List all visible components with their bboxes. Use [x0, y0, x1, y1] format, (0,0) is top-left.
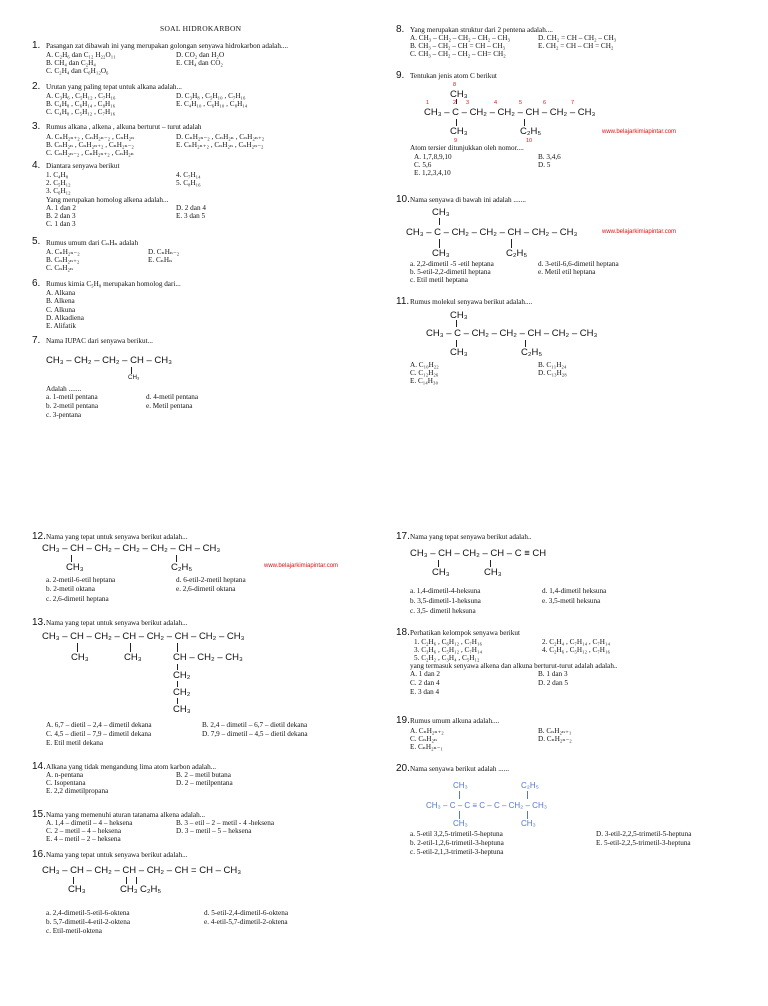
option-c: c. 5-etil-2,1,3-trimetil-3-heptuna	[410, 848, 504, 856]
option-b: B. CₙH₂ₙ₊₁	[538, 727, 572, 735]
watermark-text: www.belajarkimiapintar.com	[602, 229, 677, 235]
option-b: B. C₄H₈ , C₆H₁₄ , C₈H₁₆	[46, 100, 116, 108]
structure-top: CH₃	[432, 207, 450, 218]
option-b: B. CₙH₂ₙ , CₙH₂ₙ₊₂ , CₙH₂ₙ₋₂	[46, 141, 134, 149]
option-c: C. 1 dan 3	[46, 220, 76, 228]
option-b: B. 3 – etil – 2 – metil - 4 -heksena	[176, 819, 275, 827]
option-e: E. 1,2,3,4,10	[414, 169, 451, 177]
option-a: A. CₙH₂ₙ₊₂	[410, 727, 444, 735]
question-number: 6.	[32, 278, 41, 289]
bond-line	[131, 367, 132, 374]
bond-line	[456, 119, 457, 126]
bond-line	[490, 560, 491, 567]
structure-top: CH₃	[453, 781, 468, 790]
question-text: Perhatikan kelompok senyawa berikut	[410, 629, 520, 637]
option-e: e. 3,5-metil heksuna	[542, 597, 601, 605]
structure-branch: C₂H₅	[520, 126, 542, 137]
option-c: C. CₙH₂ₙ	[410, 735, 438, 743]
option-d: D. Alkadiena	[46, 314, 84, 322]
bond-line	[456, 320, 457, 327]
compound-3: 3. C₆H₁₂	[46, 187, 71, 195]
watermark-text: www.belajarkimiapintar.com	[264, 563, 339, 569]
structure-chain: CH₃ – CH – CH₂ – CH – C ≡ CH	[410, 548, 547, 559]
question-text: Diantara senyawa berikut	[46, 162, 120, 170]
option-a: A. 1,4 – dimetil – 4 – heksena	[46, 819, 133, 827]
atom-number: 5	[519, 100, 523, 106]
question-number: 17.	[396, 531, 410, 542]
option-a: a. 2-metil-6-etil heptana	[46, 576, 116, 584]
question-number: 11.	[396, 296, 410, 307]
structure-branch: CH₃	[450, 126, 468, 137]
option-d: d. 3-etil-6,6-dimetil heptana	[538, 260, 619, 268]
structure-branch: CH₃	[173, 704, 191, 715]
structure-branch: CH₃	[432, 567, 450, 578]
option-b: B. CH₄ dan C₂H₄	[46, 59, 96, 67]
option-d: D. C₁₃H₂₈	[538, 369, 567, 377]
question-number: 19.	[396, 715, 410, 726]
option-c: c. 2,6-dimetil heptana	[46, 595, 109, 603]
compound-5: 5. C₈H₁₆	[176, 179, 201, 187]
bond-line	[459, 811, 460, 819]
option-e: E. 2,2 dimetilpropana	[46, 787, 109, 795]
option-b: B. CH₃ – CH₂ – CH = CH – CH₃	[410, 42, 506, 50]
atom-number: 1	[426, 100, 430, 106]
option-d: D. 3 – metil – 5 – heksena	[176, 827, 252, 835]
structure-branch: C₂H₅	[140, 884, 162, 895]
structure-chain: CH₃ – CH₂ – CH₂ – CH – CH₃	[46, 355, 172, 366]
bond-line	[511, 239, 512, 248]
structure-branch: CH₂	[173, 670, 191, 681]
option-e: E. CH₂ = CH – CH = CH₂	[538, 42, 614, 50]
structure-branch: CH₃	[453, 819, 468, 828]
sub-question: yang termasuk senyawa alkena dan alkuna berturut-turut adalah adalah..	[410, 662, 618, 670]
option-a: a. 1-metil pentana	[46, 393, 98, 401]
question-number: 16.	[32, 849, 46, 860]
option-d: d. 5-etil-2,4-dimetil-6-oktena	[204, 909, 289, 917]
option-d: D. 2 dan 4	[176, 204, 206, 212]
option-e: e. Metil pentana	[146, 402, 193, 410]
option-c: C. 5,6	[414, 161, 432, 169]
question-number: 1.	[32, 40, 41, 51]
option-a: a. 2,2-dimetil -5 -etil heptana	[410, 260, 494, 268]
structure-top: CH₃	[450, 310, 468, 321]
option-d: D. 5	[538, 161, 551, 169]
question-text: Pasangan zat dibawah ini yang merupakan golongan senyawa hidrokarbon adalah....	[46, 42, 289, 50]
option-d: D. 2 – metilpentana	[176, 779, 233, 787]
option-e: e. 4-etil-5,7-dimetil-2-oktena	[204, 918, 288, 926]
option-a: A. n-pentana	[46, 771, 84, 779]
atom-number: 4	[494, 100, 498, 106]
question-number: 12.	[32, 531, 46, 542]
option-b: B. Alkena	[46, 297, 75, 305]
compound-3: 3. C₃H₆ , C₅H₁₂ , C₇H₁₄	[414, 646, 482, 654]
question-text: Rumus alkana , alkena , alkuna berturut – turut adalah	[46, 123, 202, 131]
option-c: C. C₄H₈ , C₅H₁₂ , C₇H₁₆	[46, 108, 116, 116]
structure-chain: CH₃ – C – CH₂ – CH₂ – CH – CH₂ – CH₃	[426, 328, 598, 339]
option-d: D. CₙH₂ₙ₋₂ , CₙH₂ₙ , CₙH₂ₙ₊₂	[176, 133, 265, 141]
watermark-text: www.belajarkimiapintar.com	[602, 129, 677, 135]
bond-line	[136, 877, 137, 884]
question-number: 3.	[32, 121, 41, 132]
option-a: A. CₙH₂ₙ₊₂ , CₙH₂ₙ₋₂ , CₙH₂ₙ	[46, 133, 135, 141]
compound-2: 2. C₅H₁₂	[46, 179, 71, 187]
option-a: a. 1,4-dimetil-4-heksuna	[410, 587, 481, 595]
option-c: C. 4,5 – dietil – 7,9 – dimetil dekana	[46, 730, 152, 738]
option-c: C. CₙH₂ₙ	[46, 264, 74, 272]
option-b: B. 1 dan 3	[538, 670, 568, 678]
option-d: d. 4-metil pentana	[146, 393, 199, 401]
option-a: A. C₁₀H₂₂	[410, 361, 439, 369]
question-text: Urutan yang paling tepat untuk alkana adalah...	[46, 83, 182, 91]
structure-branch: C₂H₅	[171, 562, 193, 573]
question-text: Rumus kimia C₅H₈ merupakan homolog dari...	[46, 280, 181, 288]
option-d: D. CₙH₂ₙ₋₂	[538, 735, 572, 743]
question-number: 7.	[32, 335, 41, 346]
option-b: B. C₁₁H₂₄	[538, 361, 567, 369]
structure-branch: CH₃	[71, 652, 89, 663]
compound-5: 5. C₂H₂ , C₃H₄ , C₅H₁₂	[414, 654, 480, 662]
bond-line	[77, 643, 78, 652]
question-number: 18.	[396, 627, 410, 638]
question-number: 5.	[32, 236, 41, 247]
question-text: Nama yang tepat senyawa berikut adalah..	[410, 533, 532, 541]
bond-line	[130, 643, 131, 652]
option-a: A. 1,7,8,9,10	[414, 153, 452, 161]
option-d: D. 7,9 – dimetil – 4,5 – dietil dekana	[202, 730, 308, 738]
question-text: Nama yang tepat untuk senyawa berikut adalah...	[46, 851, 188, 859]
option-b: B. CₙH₂ₙ₊₂	[46, 256, 80, 264]
bond-line	[524, 119, 525, 126]
atom-number: 6	[543, 100, 547, 106]
bond-line	[456, 340, 457, 347]
option-a: A. CH₃ – CH₂ – CH₂ – CH₂ – CH₃	[410, 34, 510, 42]
option-a: A. C₂H₆ dan C₁₂ H₂₂O₁₁	[46, 51, 116, 59]
structure-branch: CH₃	[124, 652, 142, 663]
structure-branch: CH – CH₂ – CH₃	[173, 652, 243, 663]
compound-1: 1. C₄H₈	[46, 171, 69, 179]
bond-line	[439, 218, 440, 225]
option-d: D. 3-etil-2,2,5-trimetil-5-heptuna	[596, 830, 692, 838]
compound-4: 4. C₂H₆ , C₅H₁₂ , C₇H₁₆	[542, 646, 610, 654]
atom-number: 3	[466, 100, 470, 106]
option-c: c. 3,5- dimetil heksuna	[410, 607, 476, 615]
option-b: b. 3,5-dimetil-1-heksuna	[410, 597, 481, 605]
option-b: B. 2 – metil butana	[176, 771, 231, 779]
bond-line	[126, 877, 127, 884]
bond-line	[459, 791, 460, 799]
option-c: C. CₙH₂ₙ₋₂ , CₙH₂ₙ₊₂ , CₙH₂ₙ	[46, 149, 134, 157]
structure-chain: CH₃ – C – C ≡ C – C – CH₂ – CH₃	[426, 801, 547, 810]
structure-chain: CH₃ – CH – CH₂ – CH – CH₂ – CH – CH₂ – CH₃	[42, 631, 245, 642]
structure-branch: CH₂	[173, 687, 191, 698]
structure-branch: CH₃	[432, 248, 450, 259]
option-a: A. 6,7 – dietil – 2,4 – dimetil dekana	[46, 721, 152, 729]
sub-question: Yang merupakan homolog alkena adalah...	[46, 196, 169, 204]
question-text: Tentukan jenis atom C berikut	[410, 72, 497, 80]
option-e: E. CₙH₂ₙ₊₂ , CₙH₂ₙ , CₙH₂ₙ₋₂	[176, 141, 264, 149]
structure-branch: C₂H₅	[506, 248, 528, 259]
bond-line	[527, 811, 528, 819]
option-a: A. 1 dan 2	[410, 670, 440, 678]
option-e: e. Metil etil heptana	[538, 268, 596, 276]
structure-chain: CH₃ – C – CH₂ – CH₂ – CH – CH₂ – CH₃	[406, 227, 578, 238]
question-number: 10.	[396, 194, 410, 205]
option-e: E. 4 – metil – 2 – heksena	[46, 835, 121, 843]
question-text: Rumus umum alkuna adalah....	[410, 717, 500, 725]
option-d: d. 6-etil-2-metil heptana	[176, 576, 246, 584]
option-d: D. C₃H₈ , C₅H₁₀ , C₇H₁₆	[176, 92, 246, 100]
bond-line	[176, 555, 177, 562]
option-b: b. 2-metil pentana	[46, 402, 99, 410]
question-text: Nama senyawa berikut adalah ......	[410, 765, 509, 773]
option-e: E. C₄H₁₀ , C₆H₁₀ , C₈H₁₄	[176, 100, 248, 108]
structure-chain: CH₃ – C – CH₂ – CH₂ – CH – CH₂ – CH₃	[424, 107, 596, 118]
bond-line	[71, 555, 72, 562]
option-d: d. 1,4-dimetil heksuna	[542, 587, 607, 595]
option-e: E. 3 dan 4	[410, 688, 440, 696]
question-text: Nama yang tepat untuk senyawa berikut adalah...	[46, 533, 188, 541]
atom-number: 8	[453, 82, 457, 88]
question-text: Yang merupakan struktur dari 2 pentena adalah....	[410, 26, 553, 34]
option-c: C. C₁₂H₂₆	[410, 369, 439, 377]
question-text: Rumus molekul senyawa berikut adalah....	[410, 298, 533, 306]
atom-number: 7	[571, 100, 575, 106]
bond-line	[527, 791, 528, 799]
question-text: Alkana yang tidak mengandung lima atom karbon adalah...	[46, 763, 217, 771]
structure-chain: CH₃ – CH – CH₂ – CH₂ – CH₂ – CH – CH₃	[42, 543, 221, 554]
bond-line	[177, 643, 178, 652]
option-a: A. Alkana	[46, 289, 76, 297]
question-number: 2.	[32, 81, 41, 92]
answer-lead: Adalah .......	[46, 385, 82, 393]
question-text: Rumus umum dari CₙHₙ adalah	[46, 239, 139, 247]
option-a: A. 1 dan 2	[46, 204, 76, 212]
option-c: C. 2 dan 4	[410, 679, 440, 687]
bond-line	[439, 239, 440, 248]
option-e: E. 5-etil-2,2,5-trimetil-3-heptuna	[596, 839, 691, 847]
atom-number: 9	[454, 138, 458, 144]
option-e: E. CₙHₙ	[148, 256, 173, 264]
option-b: B. 2,4 – dimetil – 6,7 – dietil dekana	[202, 721, 308, 729]
question-number: 4.	[32, 160, 41, 171]
option-d: D. 2 dan 5	[538, 679, 568, 687]
question-text: Nama yang memenuhi aturan tatanama alkena adalah...	[46, 811, 206, 819]
option-b: b. 2-etil-1,2,6-trimetil-3-heptuna	[410, 839, 504, 847]
question-text: Nama IUPAC dari senyawa berikut...	[46, 337, 153, 345]
option-d: D. CH₂ = CH – CH₂ – CH₃	[538, 34, 617, 42]
bond-line	[73, 877, 74, 884]
question-number: 14.	[32, 761, 46, 772]
option-e: E. Alifatik	[46, 322, 76, 330]
option-a: A. C₃H₆ , C₅H₁₂ , C₇H₁₆	[46, 92, 116, 100]
question-number: 8.	[396, 24, 405, 35]
option-c: C. Isopentana	[46, 779, 86, 787]
bond-line	[438, 560, 439, 567]
option-e: E. CₙH₂ₙ₋₁	[410, 743, 443, 751]
structure-branch: CH₃	[120, 884, 138, 895]
option-b: b. 5-etil-2,2-dimetil heptana	[410, 268, 491, 276]
sub-question: Atom tersier ditunjukkan oleh nomor....	[410, 144, 524, 152]
structure-branch: C₂H₅	[521, 347, 543, 358]
question-number: 20.	[396, 763, 410, 774]
option-d: D. CO₂ dan H₂O	[176, 51, 225, 59]
option-b: b. 5,7-dimetil-4-etil-2-oktena	[46, 918, 131, 926]
compound-2: 2. C₂H₄ , C₇H₁₄ , C₇H₁₄	[542, 638, 610, 646]
option-c: c. Etil metil heptana	[410, 276, 468, 284]
structure-branch: CH₃	[484, 567, 502, 578]
bond-line	[525, 340, 526, 347]
option-c: C. C₂H₄ dan C₆H₁₂O₆	[46, 67, 109, 75]
option-c: C. Alkuna	[46, 306, 76, 314]
question-text: Nama yang tepat untuk senyawa berikut adalah...	[46, 619, 188, 627]
option-d: D. CₙHₙ₋₂	[148, 248, 180, 256]
option-b: B. 3,4,6	[538, 153, 561, 161]
structure-branch: CH₃	[521, 819, 536, 828]
compound-1: 1. C₂H₆ , C₆H₁₂ , C₇H₁₆	[414, 638, 482, 646]
question-number: 9.	[396, 70, 405, 81]
structure-top: C₂H₅	[521, 781, 539, 790]
option-a: A. CₙH₂ₙ₋₂	[46, 248, 80, 256]
option-e: e. 2,6-dimetil oktana	[176, 585, 236, 593]
option-a: a. 5-etil 3,2,5-trimetil-5-heptuna	[410, 830, 503, 838]
option-e: E. CH₄ dan CO₂	[176, 59, 223, 67]
page-title: SOAL HIDROKARBON	[160, 24, 242, 33]
question-number: 15.	[32, 809, 46, 820]
structure-top: CH₃	[450, 89, 468, 100]
structure-branch: CH₃	[450, 347, 468, 358]
structure-branch: CH₃	[66, 562, 84, 573]
option-b: b. 2-metil oktana	[46, 585, 95, 593]
option-a: a. 2,4-dimetil-5-etil-6-oktena	[46, 909, 130, 917]
option-b: B. 2 dan 3	[46, 212, 76, 220]
structure-chain: CH₃ – CH – CH₂ – CH – CH₂ – CH = CH – CH₃	[42, 865, 242, 876]
question-text: Nama senyawa di bawah ini adalah .......	[410, 196, 526, 204]
atom-number: 2	[453, 100, 457, 106]
option-e: E. 3 dan 5	[176, 212, 206, 220]
option-c: c. 3-pentana	[46, 411, 82, 419]
bond-line	[456, 99, 457, 104]
question-number: 13.	[32, 617, 46, 628]
option-c: C. CH₃ – CH₂ – CH₂ – CH= CH₂	[410, 50, 506, 58]
structure-branch: CH₃	[68, 884, 86, 895]
compound-4: 4. C₇H₁₄	[176, 171, 201, 179]
option-c: c. Etil-metil-oktena	[46, 927, 102, 935]
option-e: E. Etil metil dekana	[46, 739, 104, 747]
structure-branch: CH₃	[128, 374, 140, 381]
option-c: C. 2 – metil – 4 – heksena	[46, 827, 122, 835]
option-e: E. C₁₄H₃₀	[410, 377, 438, 385]
atom-number: 10	[526, 138, 533, 144]
